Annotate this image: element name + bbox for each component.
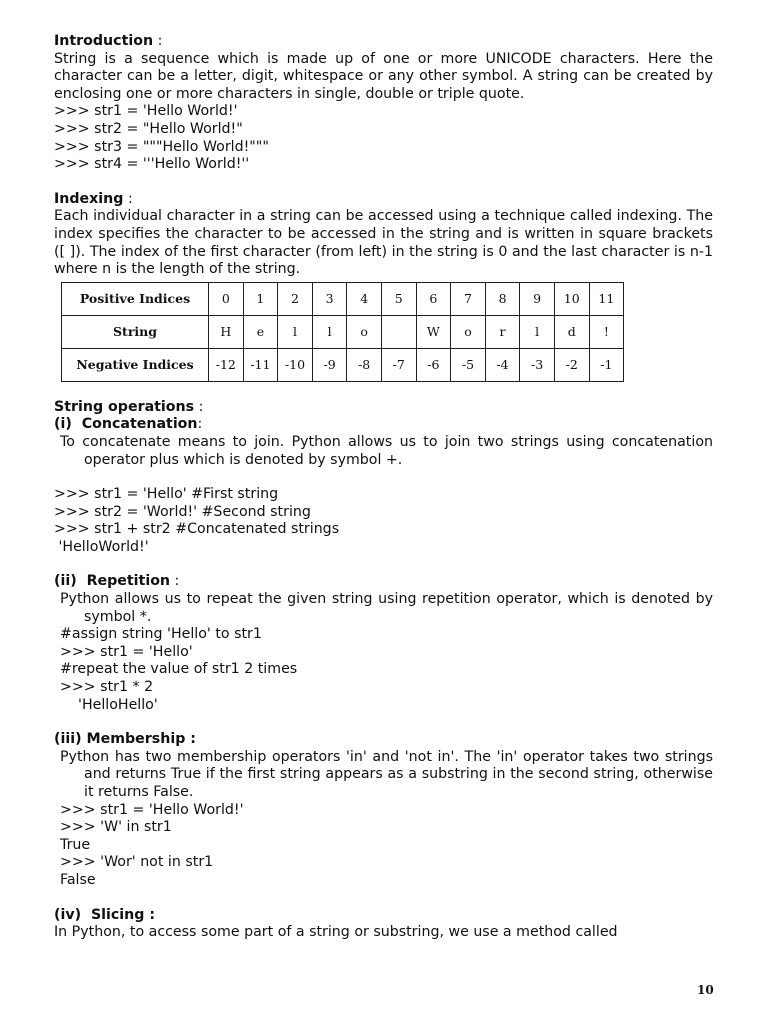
code-line: #assign string 'Hello' to str1: [60, 626, 262, 643]
code-output: 'HelloHello': [60, 696, 158, 713]
code-line: >>> str3 = """Hello World!""": [54, 138, 269, 155]
row-label: Negative Indices: [62, 348, 209, 381]
slicing-paragraph: In Python, to access some part of a string or substring, we use a method called: [54, 924, 618, 941]
table-row-positive: [62, 282, 624, 315]
slicing-heading: (iv) Slicing :: [54, 906, 156, 923]
table-cell: 0: [209, 282, 244, 315]
table-cell: -11: [243, 348, 278, 381]
indexing-paragraph: Each individual character in a string can be accessed using a technique called indexing. The index specifies the character to be accessed in the string and is written in square brackets ([ ]). The index of the first character (from left) in the string is 0 and the last character is n-1 where n is the length of the string.: [54, 208, 713, 278]
table-cell: -12: [209, 348, 244, 381]
table-cell: 7: [451, 282, 486, 315]
indexing-heading: Indexing :: [54, 190, 133, 207]
document-page: [54, 33, 713, 942]
page-number: 10: [697, 983, 714, 997]
code-output: False: [60, 871, 96, 888]
table-cell: 6: [416, 282, 451, 315]
table-row-string: [62, 315, 624, 348]
table-cell: 1: [243, 282, 278, 315]
table-cell: [381, 315, 416, 348]
membership-heading: (iii) Membership :: [54, 731, 196, 748]
table-cell: H: [209, 315, 244, 348]
table-cell: l: [278, 315, 313, 348]
table-cell: 9: [520, 282, 555, 315]
table-cell: 4: [347, 282, 382, 315]
intro-paragraph: String is a sequence which is made up of one or more UNICODE characters. Here the character can be a letter, digit, whitespace or any other symbol. A string can be created by enclosing one or more characters in single, double or triple quote.: [54, 50, 713, 102]
table-cell: l: [520, 315, 555, 348]
table-cell: W: [416, 315, 451, 348]
table-cell: o: [451, 315, 486, 348]
table-cell: -2: [554, 348, 589, 381]
table-cell: -8: [347, 348, 382, 381]
table-cell: 3: [312, 282, 347, 315]
code-line: >>> str2 = 'World!' #Second string: [54, 503, 311, 520]
repetition-heading: (ii) Repetition :: [54, 573, 180, 590]
table-cell: 11: [589, 282, 624, 315]
table-cell: -4: [485, 348, 520, 381]
operations-heading: String operations :: [54, 398, 204, 415]
index-table: [61, 282, 624, 382]
table-cell: -7: [381, 348, 416, 381]
row-label: Positive Indices: [62, 282, 209, 315]
table-cell: 2: [278, 282, 313, 315]
table-cell: 8: [485, 282, 520, 315]
table-cell: 10: [554, 282, 589, 315]
table-cell: e: [243, 315, 278, 348]
concatenation-paragraph: To concatenate means to join. Python allows us to join two strings using concatenation operator plus which is denoted by symbol +.: [60, 433, 713, 468]
code-line: >>> str4 = '''Hello World!'': [54, 156, 250, 173]
code-line: >>> str1 = 'Hello World!': [54, 103, 238, 120]
table-cell: -1: [589, 348, 624, 381]
table-cell: o: [347, 315, 382, 348]
code-line: >>> 'Wor' not in str1: [60, 854, 214, 871]
membership-paragraph: Python has two membership operators 'in' and 'not in'. The 'in' operator takes two strings and returns True if the first string appears as a substring in the second string, otherwise it returns False.: [60, 748, 713, 800]
row-label: String: [62, 315, 209, 348]
code-line: #repeat the value of str1 2 times: [60, 661, 298, 678]
table-cell: 5: [381, 282, 416, 315]
table-cell: -10: [278, 348, 313, 381]
table-cell: l: [312, 315, 347, 348]
table-cell: -9: [312, 348, 347, 381]
code-line: >>> 'W' in str1: [60, 819, 172, 836]
intro-heading: Introduction :: [54, 33, 163, 49]
table-cell: -3: [520, 348, 555, 381]
repetition-paragraph: Python allows us to repeat the given string using repetition operator, which is denoted by symbol *.: [60, 591, 713, 625]
code-output: True: [60, 836, 91, 853]
code-line: >>> str2 = "Hello World!": [54, 120, 243, 137]
table-cell: !: [589, 315, 624, 348]
code-line: >>> str1 * 2: [60, 679, 154, 696]
table-cell: -5: [451, 348, 486, 381]
table-cell: d: [554, 315, 589, 348]
table-cell: r: [485, 315, 520, 348]
code-output: 'HelloWorld!': [54, 538, 149, 555]
table-cell: -6: [416, 348, 451, 381]
code-line: >>> str1 = 'Hello' #First string: [54, 486, 279, 503]
concatenation-heading: (i) Concatenation:: [54, 416, 203, 433]
code-line: >>> str1 + str2 #Concatenated strings: [54, 521, 340, 538]
table-row-negative: [62, 348, 624, 381]
code-line: >>> str1 = 'Hello World!': [60, 801, 244, 818]
code-line: >>> str1 = 'Hello': [60, 643, 193, 660]
